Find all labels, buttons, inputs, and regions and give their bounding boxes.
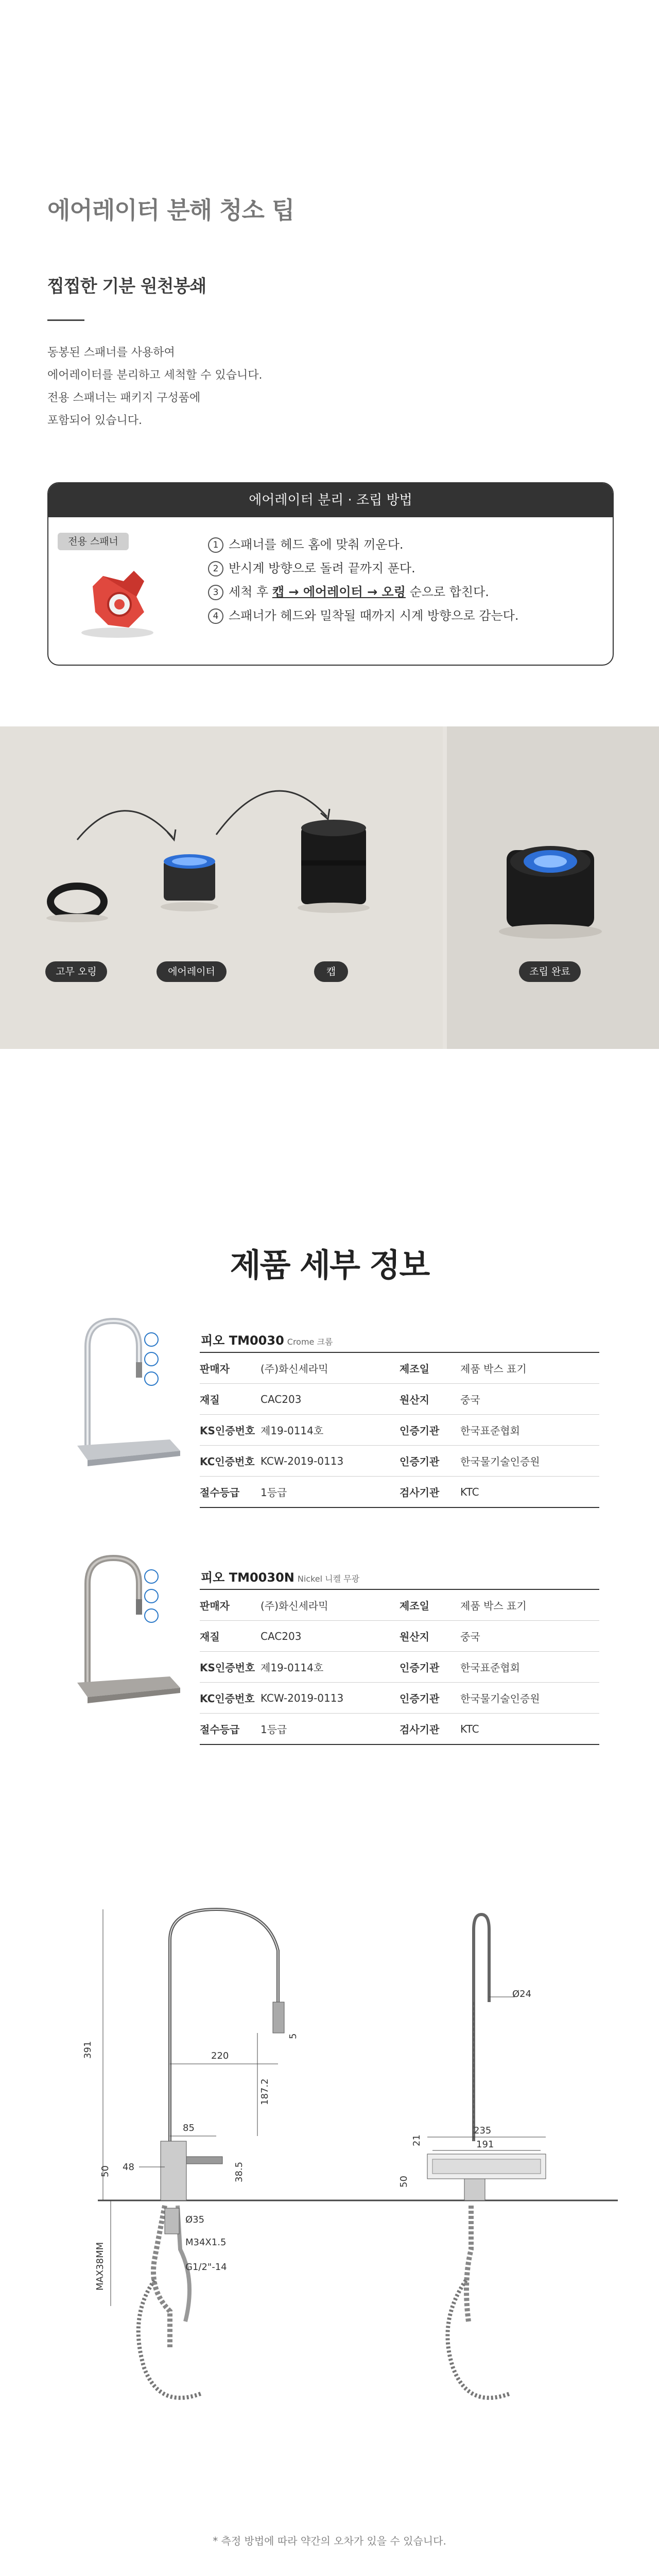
assembled-illustration xyxy=(447,726,659,1049)
spec-value: KTC xyxy=(460,1477,599,1508)
spec-key: KS인증번호 xyxy=(200,1652,261,1683)
assembled-photo xyxy=(447,726,659,1049)
spec-key: 인증기관 xyxy=(400,1446,460,1477)
spec-row xyxy=(200,1415,599,1446)
spec-value: 한국물기술인증원 xyxy=(460,1683,599,1714)
spec-key: 인증기관 xyxy=(400,1652,460,1683)
parts-photo-section xyxy=(0,726,659,1049)
spec-key: KC인증번호 xyxy=(200,1683,261,1714)
spec-value: KCW-2019-0113 xyxy=(261,1446,400,1477)
spec-key: KC인증번호 xyxy=(200,1446,261,1477)
tool-label: 전용 스패너 xyxy=(58,533,129,550)
dim-height: 391 xyxy=(82,2041,93,2059)
spec-value: 제19-0114호 xyxy=(261,1415,400,1446)
step-item xyxy=(208,580,518,604)
spec-key: 인증기관 xyxy=(400,1415,460,1446)
step-text: 순으로 합친다. xyxy=(405,585,489,599)
step-item xyxy=(208,533,518,556)
part-label-assembled: 조립 완료 xyxy=(519,961,581,982)
spec-row xyxy=(200,1714,599,1745)
faucet-nickel-image xyxy=(67,1548,190,1723)
spec-row xyxy=(200,1652,599,1683)
spec-value: 1등급 xyxy=(261,1477,400,1508)
model-name: 피오 TM0030N xyxy=(201,1570,294,1585)
spec-key: 원산지 xyxy=(400,1384,460,1415)
dim-187: 187.2 xyxy=(259,2078,270,2105)
step-item xyxy=(208,604,518,628)
parts-illustration xyxy=(0,726,443,1049)
spec-row xyxy=(200,1621,599,1652)
spec-value: 제품 박스 표기 xyxy=(460,1589,599,1621)
spec-value: 중국 xyxy=(460,1384,599,1415)
spec-key: 재질 xyxy=(200,1621,261,1652)
desc-line: 동봉된 스패너를 사용하여 xyxy=(47,346,175,359)
dim-38: 38.5 xyxy=(234,2161,245,2182)
spec-key: 원산지 xyxy=(400,1621,460,1652)
water-badge-icon xyxy=(144,1371,159,1386)
dim-24: Ø24 xyxy=(512,1989,532,1999)
spec-key: 판매자 xyxy=(200,1589,261,1621)
dim-235: 235 xyxy=(474,2125,492,2136)
dim-5: 5 xyxy=(288,2033,299,2039)
part-label-aerator: 에어레이터 xyxy=(157,961,227,982)
aerator-tips-section xyxy=(0,0,659,726)
spec-row xyxy=(200,1589,599,1621)
product-details-section xyxy=(0,1049,659,1827)
model-finish: Nickel 니켈 무광 xyxy=(297,1574,360,1584)
spec-value: CAC203 xyxy=(261,1621,400,1652)
model-finish: Crome 크롬 xyxy=(287,1337,333,1347)
kc-badge-icon xyxy=(144,1569,159,1584)
dim-48: 48 xyxy=(123,2162,134,2173)
spec-value: KTC xyxy=(460,1714,599,1745)
spec-value: (주)화신세라믹 xyxy=(261,1352,400,1384)
cert-badges xyxy=(144,1332,160,1391)
step-text: 스패너를 헤드 홈에 맞춰 끼운다. xyxy=(229,537,404,552)
spanner-image xyxy=(72,555,160,643)
spec-value: CAC203 xyxy=(261,1384,400,1415)
spec-value: 제품 박스 표기 xyxy=(460,1352,599,1384)
spec-row xyxy=(200,1384,599,1415)
instruction-box xyxy=(47,482,614,666)
measurement-note: * 측정 방법에 따라 약간의 오차가 있을 수 있습니다. xyxy=(213,2535,446,2547)
dim-50: 50 xyxy=(100,2165,111,2177)
dim-g12: G1/2"-14 xyxy=(185,2262,227,2273)
spec-key: 절수등급 xyxy=(200,1714,261,1745)
spec-value: 한국물기술인증원 xyxy=(460,1446,599,1477)
spec-value: 한국표준협회 xyxy=(460,1652,599,1683)
tips-description xyxy=(47,342,263,432)
dim-191: 191 xyxy=(476,2139,494,2150)
spec-value: 1등급 xyxy=(261,1714,400,1745)
step-list xyxy=(208,533,518,628)
spec-value: 중국 xyxy=(460,1621,599,1652)
spec-value: (주)화신세라믹 xyxy=(261,1589,400,1621)
tips-subtitle: 찝찝한 기분 원천봉쇄 xyxy=(47,276,206,297)
product-model-1 xyxy=(201,1330,333,1348)
spec-value: KCW-2019-0113 xyxy=(261,1683,400,1714)
spec-key: 인증기관 xyxy=(400,1683,460,1714)
kc-badge-icon xyxy=(144,1332,159,1347)
dim-m34: M34X1.5 xyxy=(185,2237,227,2248)
dim-85: 85 xyxy=(183,2123,195,2133)
cert-badges xyxy=(144,1569,160,1628)
spec-key: 제조일 xyxy=(400,1589,460,1621)
faucet-chrome-image xyxy=(67,1311,190,1486)
dim-50b: 50 xyxy=(398,2176,409,2188)
spec-row xyxy=(200,1683,599,1714)
step-number: 1 xyxy=(208,537,223,553)
step-text: 세척 후 xyxy=(229,585,272,599)
ks-badge-icon xyxy=(144,1352,159,1366)
spec-value: 한국표준협회 xyxy=(460,1415,599,1446)
spec-row xyxy=(200,1477,599,1508)
spec-key: KS인증번호 xyxy=(200,1415,261,1446)
dim-max: MAX38MM xyxy=(95,2242,106,2291)
step-number: 4 xyxy=(208,608,223,624)
product-model-2 xyxy=(201,1567,359,1585)
parts-photo xyxy=(0,726,443,1049)
divider xyxy=(47,319,84,321)
step-text: 반시계 방향으로 돌려 끝까지 푼다. xyxy=(229,561,415,575)
spec-key: 제조일 xyxy=(400,1352,460,1384)
instruction-box-title: 에어레이터 분리 · 조립 방법 xyxy=(48,483,613,517)
dimension-drawing-section xyxy=(0,1827,659,2576)
dimension-drawing xyxy=(0,1827,659,2574)
desc-line: 전용 스패너는 패키지 구성품에 xyxy=(47,392,201,404)
part-label-cap: 캡 xyxy=(314,961,348,982)
tips-title: 에어레이터 분해 청소 팁 xyxy=(47,196,294,224)
spec-key: 재질 xyxy=(200,1384,261,1415)
spec-key: 검사기관 xyxy=(400,1714,460,1745)
spec-key: 절수등급 xyxy=(200,1477,261,1508)
spec-row xyxy=(200,1446,599,1477)
dim-reach: 220 xyxy=(211,2050,229,2061)
step-item xyxy=(208,556,518,580)
dim-35: Ø35 xyxy=(185,2214,205,2225)
details-title: 제품 세부 정보 xyxy=(230,1246,429,1284)
spec-table-1 xyxy=(200,1352,599,1508)
step-number: 2 xyxy=(208,561,223,577)
spec-row xyxy=(200,1352,599,1384)
dim-21: 21 xyxy=(411,2134,422,2146)
part-label-oring: 고무 오링 xyxy=(45,961,107,982)
model-name: 피오 TM0030 xyxy=(201,1333,284,1348)
ks-badge-icon xyxy=(144,1589,159,1603)
desc-line: 포함되어 있습니다. xyxy=(47,414,143,427)
spec-value: 제19-0114호 xyxy=(261,1652,400,1683)
step-number: 3 xyxy=(208,585,223,600)
desc-line: 에어레이터를 분리하고 세척할 수 있습니다. xyxy=(47,369,263,382)
step-emphasis: 캡 → 에어레이터 → 오링 xyxy=(272,585,406,599)
spec-table-2 xyxy=(200,1589,599,1745)
water-badge-icon xyxy=(144,1608,159,1623)
step-text: 스패너가 헤드와 밀착될 때까지 시계 방향으로 감는다. xyxy=(229,608,519,623)
spec-key: 검사기관 xyxy=(400,1477,460,1508)
spec-key: 판매자 xyxy=(200,1352,261,1384)
